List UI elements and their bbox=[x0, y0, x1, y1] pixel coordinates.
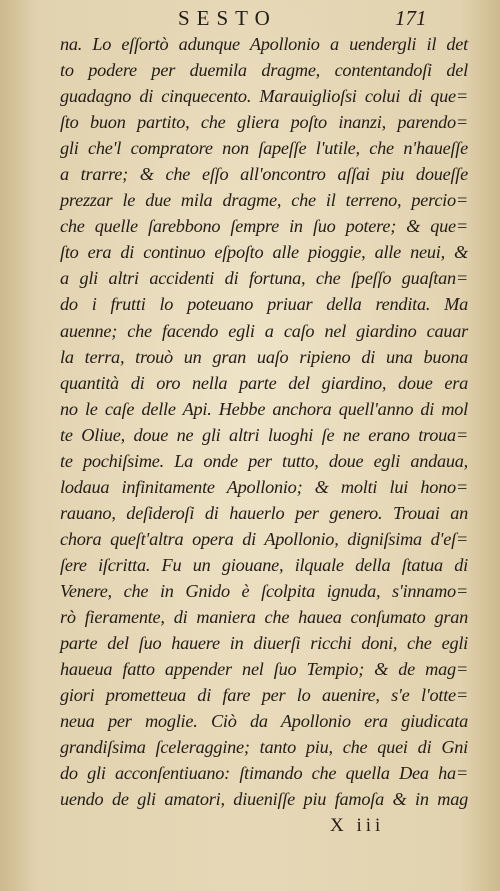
page-number: 171 bbox=[395, 6, 427, 30]
signature-mark: X iii bbox=[330, 815, 385, 836]
text-line: la terra, trouò un gran uaſo ripieno di una buona bbox=[60, 346, 468, 367]
body-text bbox=[60, 31, 468, 812]
text-line: ſere iſcritta. Fu un giouane, ilquale della ſtatua di bbox=[60, 554, 468, 575]
running-head bbox=[0, 6, 500, 32]
text-line: rò fieramente, di maniera che hauea conſumato gran bbox=[60, 607, 468, 628]
running-title: SESTO bbox=[178, 6, 277, 30]
text-line: rauano, deſideroſi di hauerlo per genero. Trouai an bbox=[60, 502, 468, 523]
text-line: to podere per duemila dragme, contentandoſi del bbox=[60, 60, 468, 81]
text-line: chora queſt'altra opera di Apollonio, digniſsima d'eſ= bbox=[60, 528, 468, 549]
text-line: a trarre; & che eſſo all'oncontro aſſai piu doueſſe bbox=[60, 164, 468, 185]
text-line: guadagno di cinquecento. Marauiglioſsi colui di que= bbox=[60, 86, 468, 107]
text-line: parte del ſuo hauere in diuerſi ricchi doni, che egli bbox=[60, 633, 468, 654]
text-line: ſto buon partito, che gliera poſto inanzi, parendo= bbox=[60, 112, 468, 133]
text-line: do i frutti lo poteuano priuar della rendita. Ma bbox=[60, 294, 468, 315]
text-line: na. Lo eſſortò adunque Apollonio a uendergli il det bbox=[60, 34, 468, 54]
text-line: gli che'l compratore non ſapeſſe l'utile, che n'haueſſe bbox=[60, 138, 468, 159]
text-line: ſto era di continuo eſpoſto alle pioggie, alle neui, & bbox=[60, 242, 468, 263]
text-line: te pochiſsime. La onde per tutto, doue egli andaua, bbox=[60, 450, 468, 471]
text-line: uendo de gli amatori, diueniſſe piu famoſa & in mag bbox=[60, 789, 468, 810]
text-line: Venere, che in Gnido è ſcolpita ignuda, s'innamo= bbox=[60, 580, 468, 601]
text-line: haueua fatto appender nel ſuo Tempio; & de mag= bbox=[60, 659, 468, 680]
text-line: grandiſsima ſceleraggine; tanto piu, che quei di Gni bbox=[60, 737, 468, 758]
text-line: neua per moglie. Ciò da Apollonio era giudicata bbox=[60, 711, 468, 732]
text-line: lodaua infinitamente Apollonio; & molti lui hono= bbox=[60, 476, 468, 497]
text-line: do gli acconſentiuano: ſtimando che quella Dea ha= bbox=[60, 763, 468, 784]
text-line: no le caſe delle Api. Hebbe anchora quell'anno di mol bbox=[60, 398, 468, 419]
text-line: te Oliue, doue ne gli altri luoghi ſe ne erano troua= bbox=[60, 424, 468, 445]
text-line: a gli altri accidenti di fortuna, che ſpeſſo guaſtan= bbox=[60, 268, 468, 289]
text-line: giori prometteua di fare per lo auenire, s'e l'otte= bbox=[60, 685, 468, 706]
text-line: quantità di oro nella parte del giardino, doue era bbox=[60, 372, 468, 393]
text-line: che quelle ſarebbono ſempre in ſuo potere; & que= bbox=[60, 216, 468, 237]
text-line: prezzar le due mila dragme, che il terreno, percio= bbox=[60, 190, 468, 211]
text-line: auenne; che facendo egli a caſo nel giardino cauar bbox=[60, 320, 468, 341]
